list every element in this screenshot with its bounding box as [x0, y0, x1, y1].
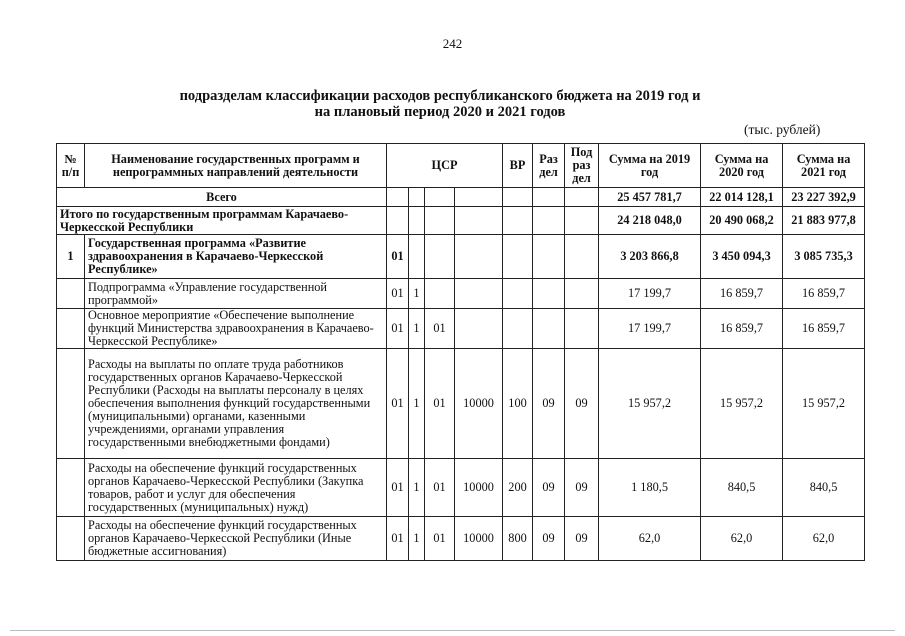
row-vr — [503, 309, 533, 349]
row-num — [57, 309, 85, 349]
row-csr-event: 01 — [425, 309, 455, 349]
table-row — [57, 279, 865, 309]
total-2020: 22 014 128,1 — [701, 188, 783, 207]
row-csr-direction: 10000 — [455, 459, 503, 517]
row-csr-subprogram: 1 — [409, 517, 425, 561]
row-csr-subprogram: 1 — [409, 349, 425, 459]
row-podrazdel: 09 — [565, 349, 599, 459]
row-csr-direction — [455, 309, 503, 349]
programs-total-2020: 20 490 068,2 — [701, 207, 783, 235]
row-num — [57, 349, 85, 459]
row-podrazdel — [565, 279, 599, 309]
row-name: Расходы на выплаты по оплате труда работников государственных органов Карачаево-Черкесской Республики (Расходы на выплаты персоналу в целях обеспечения выполнения функций государственными (муниципальными) органами, казенными учреждениями, органами управления государственными внебюджетными фондами) — [85, 349, 387, 459]
row-csr-program: 01 — [387, 459, 409, 517]
row-csr-event: 01 — [425, 517, 455, 561]
total-2021: 23 227 392,9 — [783, 188, 865, 207]
total-label: Всего — [57, 188, 387, 207]
row-name: Основное мероприятие «Обеспечение выполнение функций Министерства здравоохранения в Карачаево-Черкесской Республике» — [85, 309, 387, 349]
row-razdel: 09 — [533, 517, 565, 561]
row-csr-event: 01 — [425, 459, 455, 517]
row-csr-program: 01 — [387, 349, 409, 459]
programs-total-2021: 21 883 977,8 — [783, 207, 865, 235]
total-row — [57, 188, 865, 207]
units-label: (тыс. рублей) — [744, 122, 821, 137]
row-sum-2019: 15 957,2 — [599, 349, 701, 459]
header-csr: ЦСР — [387, 144, 503, 188]
row-csr-subprogram: 1 — [409, 309, 425, 349]
row-name: Расходы на обеспечение функций государственных органов Карачаево-Черкесской Республики (Закупка товаров, работ и услуг для обеспечения государственных (муниципальных) нужд) — [85, 459, 387, 517]
row-sum-2019: 1 180,5 — [599, 459, 701, 517]
programs-total-label: Итого по государственным программам Карачаево-Черкесской Республики — [57, 207, 387, 235]
page-title — [140, 88, 740, 120]
table-row — [57, 309, 865, 349]
row-num — [57, 517, 85, 561]
row-sum-2021: 840,5 — [783, 459, 865, 517]
row-csr-event — [425, 279, 455, 309]
row-csr-subprogram: 1 — [409, 459, 425, 517]
header-podrazdel: Под раз дел — [565, 144, 599, 188]
total-2019: 25 457 781,7 — [599, 188, 701, 207]
header-sum-2021: Сумма на 2021 год — [783, 144, 865, 188]
row-sum-2021: 3 085 735,3 — [783, 235, 865, 279]
page-bottom-divider — [10, 630, 895, 631]
row-num: 1 — [57, 235, 85, 279]
row-sum-2020: 16 859,7 — [701, 309, 783, 349]
row-sum-2021: 15 957,2 — [783, 349, 865, 459]
header-row — [57, 144, 865, 188]
row-sum-2020: 16 859,7 — [701, 279, 783, 309]
row-csr-subprogram: 1 — [409, 279, 425, 309]
row-sum-2019: 17 199,7 — [599, 279, 701, 309]
row-csr-event — [425, 235, 455, 279]
row-sum-2020: 15 957,2 — [701, 349, 783, 459]
row-csr-program: 01 — [387, 309, 409, 349]
row-sum-2019: 3 203 866,8 — [599, 235, 701, 279]
row-csr-direction — [455, 235, 503, 279]
row-sum-2019: 17 199,7 — [599, 309, 701, 349]
row-csr-direction — [455, 279, 503, 309]
table-row — [57, 459, 865, 517]
row-razdel — [533, 235, 565, 279]
row-csr-program: 01 — [387, 279, 409, 309]
row-sum-2019: 62,0 — [599, 517, 701, 561]
row-podrazdel: 09 — [565, 459, 599, 517]
row-sum-2021: 16 859,7 — [783, 309, 865, 349]
row-num — [57, 279, 85, 309]
programs-total-row — [57, 207, 865, 235]
row-razdel: 09 — [533, 349, 565, 459]
row-podrazdel — [565, 309, 599, 349]
row-vr: 200 — [503, 459, 533, 517]
table-row — [57, 349, 865, 459]
row-name: Государственная программа «Развитие здравоохранения в Карачаево-Черкесской Республике» — [85, 235, 387, 279]
row-sum-2020: 840,5 — [701, 459, 783, 517]
row-csr-subprogram — [409, 235, 425, 279]
programs-total-2019: 24 218 048,0 — [599, 207, 701, 235]
header-name: Наименование государственных программ и непрограммных направлений деятельности — [85, 144, 387, 188]
row-name: Подпрограмма «Управление государственной программой» — [85, 279, 387, 309]
row-vr — [503, 279, 533, 309]
row-sum-2020: 3 450 094,3 — [701, 235, 783, 279]
row-num — [57, 459, 85, 517]
table-row — [57, 235, 865, 279]
row-podrazdel: 09 — [565, 517, 599, 561]
row-vr: 800 — [503, 517, 533, 561]
row-csr-program: 01 — [387, 517, 409, 561]
header-vr: ВР — [503, 144, 533, 188]
row-podrazdel — [565, 235, 599, 279]
row-vr: 100 — [503, 349, 533, 459]
header-sum-2019: Сумма на 2019 год — [599, 144, 701, 188]
row-razdel — [533, 309, 565, 349]
table-row — [57, 517, 865, 561]
title-line-2: на плановый период 2020 и 2021 годов — [314, 104, 566, 120]
row-sum-2020: 62,0 — [701, 517, 783, 561]
row-csr-program: 01 — [387, 235, 409, 279]
page-number: 242 — [442, 36, 463, 51]
header-razdel: Раз дел — [533, 144, 565, 188]
row-csr-direction: 10000 — [455, 517, 503, 561]
row-sum-2021: 16 859,7 — [783, 279, 865, 309]
title-line-1: подразделам классификации расходов республиканского бюджета на 2019 год и — [179, 88, 701, 104]
row-razdel: 09 — [533, 459, 565, 517]
row-name: Расходы на обеспечение функций государственных органов Карачаево-Черкесской Республики (Иные бюджетные ассигнования) — [85, 517, 387, 561]
row-csr-event: 01 — [425, 349, 455, 459]
row-sum-2021: 62,0 — [783, 517, 865, 561]
row-razdel — [533, 279, 565, 309]
header-sum-2020: Сумма на 2020 год — [701, 144, 783, 188]
row-vr — [503, 235, 533, 279]
header-num: № п/п — [57, 144, 85, 188]
row-csr-direction: 10000 — [455, 349, 503, 459]
budget-table — [56, 143, 865, 561]
